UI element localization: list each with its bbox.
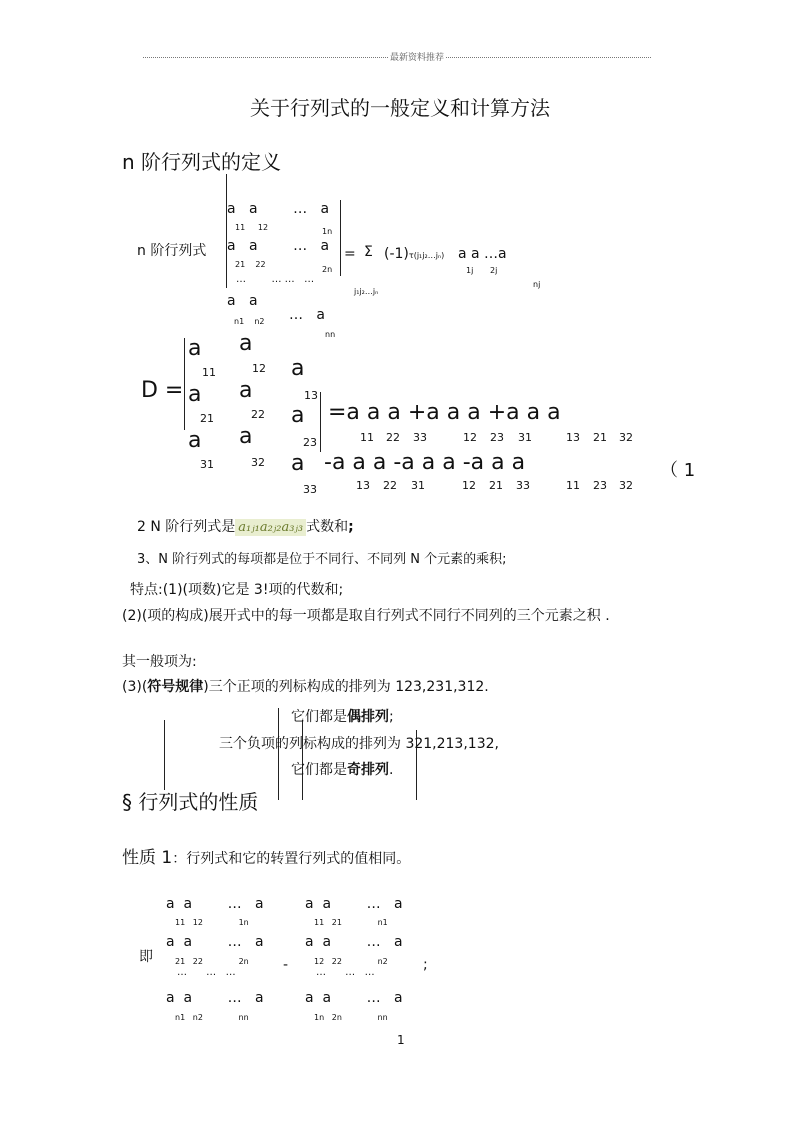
det3-lhs: D = <box>141 378 184 403</box>
det3-pos-sub-3: 33 <box>413 431 427 444</box>
det-n-term-sub2: 2j <box>490 266 498 275</box>
det3-positive-terms: =a a a +a a a +a a a <box>328 400 561 425</box>
note-2-formula: a₁ⱼ₁a₂ⱼ₂a₃ⱼ₃ <box>235 519 306 536</box>
det-n-row1: a a … a <box>227 201 330 217</box>
det-n-sigma: Σ <box>364 244 373 260</box>
note-3: 3、N 阶行列式的每项都是位于不同行、不同列 N 个元素的乘积; <box>137 552 507 567</box>
equation-number: （ 1 <box>660 460 696 481</box>
det3-a13-sub: 13 <box>304 389 318 402</box>
det3-a31: a <box>188 428 202 453</box>
transpose-left-sub3: n1 n2 nn <box>175 1013 249 1022</box>
det3-a31-sub: 31 <box>200 458 214 471</box>
det3-right-bar <box>320 392 321 452</box>
sign-rule: (3)(符号规律)三个正项的列标构成的排列为 123,231,312. <box>122 679 489 695</box>
transpose-right-sub3: 1n 2n nn <box>314 1013 388 1022</box>
det3-a21-sub: 21 <box>200 412 214 425</box>
det-n-row4-dots: … a <box>289 307 325 323</box>
page-title: 关于行列式的一般定义和计算方法 <box>250 96 550 120</box>
transpose-right-row4: a a … a <box>305 990 403 1006</box>
det3-pos-sub-6: 31 <box>518 431 532 444</box>
det-n-row4: a a <box>227 293 258 309</box>
det3-neg-sub-9: 32 <box>619 479 633 492</box>
det3-pos-sub-2: 22 <box>386 431 400 444</box>
det-n-right-bar <box>340 200 341 276</box>
det3-neg-sub-5: 21 <box>489 479 503 492</box>
det3-neg-sub-4: 12 <box>462 479 476 492</box>
det3-a12-sub: 12 <box>252 362 266 375</box>
det3-a13: a <box>291 356 305 381</box>
det-n-row2: a a … a <box>227 238 330 254</box>
det-n-term-sub3: nj <box>533 280 541 289</box>
page-number: 1 <box>397 1033 405 1047</box>
transpose-right-row2: a a … a <box>305 934 403 950</box>
transpose-ji: 即 <box>139 949 153 965</box>
det-n-term: a a …a <box>458 246 507 262</box>
transpose-left-row3: … … … <box>177 967 236 978</box>
transpose-left-sub2: 21 22 2n <box>175 957 249 966</box>
det3-negative-terms: -a a a -a a a -a a a <box>324 450 526 475</box>
det3-a22: a <box>239 378 253 403</box>
det-n-row1-sub: 11 12 <box>235 223 269 232</box>
det3-a21: a <box>188 382 202 407</box>
header-text: 最新资料推荐 <box>390 53 445 63</box>
det3-neg-sub-8: 23 <box>593 479 607 492</box>
det3-a11: a <box>188 336 202 361</box>
det3-a32: a <box>239 424 253 449</box>
transpose-right-row3: … … … <box>316 967 375 978</box>
transpose-dash: - <box>283 957 289 973</box>
transpose-right-sub2: 12 22 n2 <box>314 957 388 966</box>
det3-neg-sub-3: 31 <box>411 479 425 492</box>
det-n-row2-sub-n: 2n <box>322 265 333 274</box>
det-n-eq: = <box>344 246 356 262</box>
det-n-term-sub1: 1j <box>466 266 474 275</box>
property-1-label: 性质 1 <box>122 848 173 868</box>
det3-a33-sub: 33 <box>303 483 317 496</box>
transpose-semi: ; <box>423 957 428 973</box>
det3-a32-sub: 32 <box>251 456 265 469</box>
feature-1: 特点:(1)(项数)它是 3!项的代数和; <box>130 582 344 598</box>
det3-pos-sub-5: 23 <box>490 431 504 444</box>
det3-pos-sub-4: 12 <box>463 431 477 444</box>
det3-neg-sub-1: 13 <box>356 479 370 492</box>
det-n-sign: (-1)τ(j₁j₂…jₙ) <box>384 246 445 262</box>
det-n-row4-sub-n: nn <box>325 330 336 339</box>
general-term-label: 其一般项为: <box>122 654 197 670</box>
negative-rule-line: 三个负项的列标构成的排列为 321,213,132, <box>219 736 499 752</box>
odd-permutation-line: 它们都是奇排列. <box>291 762 394 778</box>
det-n-row3: … … … … <box>236 274 315 285</box>
transpose-right-sub1: 11 21 n1 <box>314 918 388 927</box>
transpose-right-row1: a a … a <box>305 896 403 912</box>
bracket-line-1 <box>164 720 165 790</box>
transpose-left-row2: a a … a <box>166 934 264 950</box>
det3-pos-sub-9: 32 <box>619 431 633 444</box>
transpose-left-row1: a a … a <box>166 896 264 912</box>
det3-neg-sub-6: 33 <box>516 479 530 492</box>
det3-a33: a <box>291 451 305 476</box>
det-n-sum-sub: j₁j₂…jₙ <box>354 287 379 296</box>
det3-a11-sub: 11 <box>202 366 216 379</box>
transpose-left-sub1: 11 12 1n <box>175 918 249 927</box>
section-heading-definition: n 阶行列式的定义 <box>122 150 282 174</box>
det3-a23-sub: 23 <box>303 436 317 449</box>
bracket-line-2 <box>278 708 279 800</box>
det3-a22-sub: 22 <box>251 408 265 421</box>
det-n-row4-sub: n1 n2 <box>234 317 265 326</box>
feature-2: (2)(项的构成)展开式中的每一项都是取自行列式不同行不同列的三个元素之积 . <box>122 608 610 624</box>
det-n-label: n 阶行列式 <box>137 243 207 259</box>
det-n-row1-sub-n: 1n <box>322 227 333 236</box>
det3-neg-sub-7: 11 <box>566 479 580 492</box>
det3-left-bar <box>184 338 185 430</box>
transpose-left-row4: a a … a <box>166 990 264 1006</box>
even-permutation-line: 它们都是偶排列; <box>291 709 394 725</box>
note-2: 2 N 阶行列式是 a₁ⱼ₁a₂ⱼ₂a₃ⱼ₃ 式数和; <box>137 519 354 535</box>
det-n-row2-sub: 21 22 <box>235 260 266 269</box>
property-1-text: ：行列式和它的转置行列式的值相同。 <box>172 851 411 867</box>
det3-pos-sub-8: 21 <box>593 431 607 444</box>
det3-pos-sub-1: 11 <box>360 431 374 444</box>
det-n-left-bar <box>226 174 227 288</box>
det3-pos-sub-7: 13 <box>566 431 580 444</box>
section-heading-properties: § 行列式的性质 <box>122 790 259 814</box>
det3-a23: a <box>291 403 305 428</box>
det3-a12: a <box>239 331 253 356</box>
property-1 <box>122 843 410 868</box>
det3-neg-sub-2: 22 <box>383 479 397 492</box>
page-header <box>143 50 661 63</box>
